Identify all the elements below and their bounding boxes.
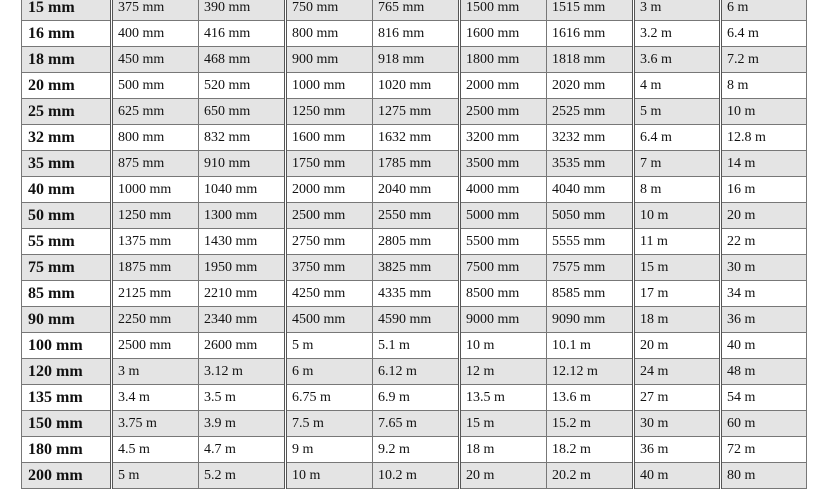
- table-cell: 750 mm: [286, 0, 373, 21]
- table-cell: 3 m: [634, 0, 721, 21]
- table-cell: 3 m: [112, 359, 199, 385]
- table-cell: 6.4 m: [634, 125, 721, 151]
- table-cell: 3200 mm: [460, 125, 547, 151]
- table-cell: 12.8 m: [721, 125, 807, 151]
- table-cell: 2750 mm: [286, 229, 373, 255]
- table-cell: 3750 mm: [286, 255, 373, 281]
- table-cell: 2500 mm: [460, 99, 547, 125]
- table-cell: 40 m: [634, 463, 721, 489]
- table-cell: 1632 mm: [373, 125, 460, 151]
- table-cell: 832 mm: [199, 125, 286, 151]
- table-cell: 10 m: [721, 99, 807, 125]
- table-cell: 2000 mm: [460, 73, 547, 99]
- table-cell: 4250 mm: [286, 281, 373, 307]
- table-cell: 9090 mm: [547, 307, 634, 333]
- table-cell: 24 m: [634, 359, 721, 385]
- table-cell: 5 m: [112, 463, 199, 489]
- table-cell: 13.6 m: [547, 385, 634, 411]
- table-cell: 910 mm: [199, 151, 286, 177]
- table-cell: 7575 mm: [547, 255, 634, 281]
- row-size-label: 180 mm: [22, 437, 112, 463]
- table-cell: 18.2 m: [547, 437, 634, 463]
- table-cell: 2020 mm: [547, 73, 634, 99]
- table-row: [22, 21, 807, 47]
- table-cell: 5500 mm: [460, 229, 547, 255]
- table-cell: 1600 mm: [460, 21, 547, 47]
- table-cell: 4590 mm: [373, 307, 460, 333]
- table-cell: 3.75 m: [112, 411, 199, 437]
- table-cell: 1040 mm: [199, 177, 286, 203]
- row-size-label: 32 mm: [22, 125, 112, 151]
- row-size-label: 50 mm: [22, 203, 112, 229]
- table-cell: 1275 mm: [373, 99, 460, 125]
- row-size-label: 25 mm: [22, 99, 112, 125]
- table-cell: 875 mm: [112, 151, 199, 177]
- table-cell: 9000 mm: [460, 307, 547, 333]
- row-size-label: 85 mm: [22, 281, 112, 307]
- table-cell: 390 mm: [199, 0, 286, 21]
- table-cell: 8 m: [634, 177, 721, 203]
- table-cell: 2525 mm: [547, 99, 634, 125]
- table-cell: 416 mm: [199, 21, 286, 47]
- row-size-label: 150 mm: [22, 411, 112, 437]
- table-cell: 5 m: [286, 333, 373, 359]
- table-cell: 12 m: [460, 359, 547, 385]
- table-cell: 22 m: [721, 229, 807, 255]
- table-cell: 1250 mm: [286, 99, 373, 125]
- table-cell: 10.1 m: [547, 333, 634, 359]
- table-cell: 5050 mm: [547, 203, 634, 229]
- table-cell: 18 m: [460, 437, 547, 463]
- table-cell: 17 m: [634, 281, 721, 307]
- table-cell: 2550 mm: [373, 203, 460, 229]
- row-size-label: 18 mm: [22, 47, 112, 73]
- table-cell: 20 m: [634, 333, 721, 359]
- table-cell: 625 mm: [112, 99, 199, 125]
- row-size-label: 135 mm: [22, 385, 112, 411]
- table-cell: 60 m: [721, 411, 807, 437]
- table-cell: 1800 mm: [460, 47, 547, 73]
- table-cell: 2500 mm: [286, 203, 373, 229]
- table-cell: 5555 mm: [547, 229, 634, 255]
- table-cell: 7 m: [634, 151, 721, 177]
- table-cell: 4335 mm: [373, 281, 460, 307]
- table-cell: 30 m: [721, 255, 807, 281]
- table-row: [22, 255, 807, 281]
- table-cell: 15 m: [634, 255, 721, 281]
- table-cell: 2340 mm: [199, 307, 286, 333]
- table-cell: 10.2 m: [373, 463, 460, 489]
- table-cell: 3.4 m: [112, 385, 199, 411]
- table-cell: 11 m: [634, 229, 721, 255]
- table-cell: 2600 mm: [199, 333, 286, 359]
- table-cell: 20 m: [460, 463, 547, 489]
- table-cell: 1875 mm: [112, 255, 199, 281]
- table-row: [22, 359, 807, 385]
- table-body: [22, 0, 807, 489]
- table-cell: 8500 mm: [460, 281, 547, 307]
- table-row: [22, 125, 807, 151]
- table-cell: 5.1 m: [373, 333, 460, 359]
- table-row: [22, 333, 807, 359]
- table-cell: 7.65 m: [373, 411, 460, 437]
- table-cell: 816 mm: [373, 21, 460, 47]
- table-cell: 20.2 m: [547, 463, 634, 489]
- table-cell: 15 m: [460, 411, 547, 437]
- table-cell: 520 mm: [199, 73, 286, 99]
- table-cell: 2500 mm: [112, 333, 199, 359]
- table-cell: 3.2 m: [634, 21, 721, 47]
- table-cell: 10 m: [460, 333, 547, 359]
- row-size-label: 90 mm: [22, 307, 112, 333]
- table-cell: 2125 mm: [112, 281, 199, 307]
- table-cell: 3.5 m: [199, 385, 286, 411]
- table-cell: 9 m: [286, 437, 373, 463]
- table-cell: 4.7 m: [199, 437, 286, 463]
- table-row: [22, 203, 807, 229]
- table-cell: 1950 mm: [199, 255, 286, 281]
- table-cell: 1600 mm: [286, 125, 373, 151]
- table-row: [22, 73, 807, 99]
- table-cell: 2805 mm: [373, 229, 460, 255]
- table-cell: 5.2 m: [199, 463, 286, 489]
- table-cell: 765 mm: [373, 0, 460, 21]
- table-cell: 6.12 m: [373, 359, 460, 385]
- table-cell: 900 mm: [286, 47, 373, 73]
- table-cell: 72 m: [721, 437, 807, 463]
- table-cell: 918 mm: [373, 47, 460, 73]
- table-cell: 800 mm: [286, 21, 373, 47]
- table-cell: 36 m: [721, 307, 807, 333]
- table-cell: 36 m: [634, 437, 721, 463]
- table-row: [22, 47, 807, 73]
- row-size-label: 40 mm: [22, 177, 112, 203]
- table-cell: 1785 mm: [373, 151, 460, 177]
- table-row: [22, 411, 807, 437]
- table-cell: 6 m: [286, 359, 373, 385]
- table-cell: 2000 mm: [286, 177, 373, 203]
- table-row: [22, 437, 807, 463]
- table-cell: 3825 mm: [373, 255, 460, 281]
- table-cell: 375 mm: [112, 0, 199, 21]
- table-cell: 13.5 m: [460, 385, 547, 411]
- table-cell: 30 m: [634, 411, 721, 437]
- table-cell: 40 m: [721, 333, 807, 359]
- table-cell: 4500 mm: [286, 307, 373, 333]
- row-size-label: 100 mm: [22, 333, 112, 359]
- table-row: [22, 385, 807, 411]
- table-row: [22, 99, 807, 125]
- table-cell: 1616 mm: [547, 21, 634, 47]
- table-cell: 1300 mm: [199, 203, 286, 229]
- table-row: [22, 307, 807, 333]
- table-cell: 7.2 m: [721, 47, 807, 73]
- table-cell: 9.2 m: [373, 437, 460, 463]
- table-cell: 8 m: [721, 73, 807, 99]
- table-cell: 7.5 m: [286, 411, 373, 437]
- table-cell: 10 m: [286, 463, 373, 489]
- table-cell: 4000 mm: [460, 177, 547, 203]
- table-cell: 10 m: [634, 203, 721, 229]
- table-cell: 34 m: [721, 281, 807, 307]
- table-cell: 7500 mm: [460, 255, 547, 281]
- table-row: [22, 281, 807, 307]
- table-cell: 1430 mm: [199, 229, 286, 255]
- table-cell: 3500 mm: [460, 151, 547, 177]
- table-cell: 4 m: [634, 73, 721, 99]
- table-cell: 15.2 m: [547, 411, 634, 437]
- table-cell: 1250 mm: [112, 203, 199, 229]
- table-cell: 54 m: [721, 385, 807, 411]
- table-cell: 1515 mm: [547, 0, 634, 21]
- table-cell: 6.4 m: [721, 21, 807, 47]
- table-cell: 14 m: [721, 151, 807, 177]
- table-cell: 3.12 m: [199, 359, 286, 385]
- table-cell: 1000 mm: [112, 177, 199, 203]
- row-size-label: 20 mm: [22, 73, 112, 99]
- table-cell: 1818 mm: [547, 47, 634, 73]
- table-cell: 6.9 m: [373, 385, 460, 411]
- table-cell: 27 m: [634, 385, 721, 411]
- table-cell: 1000 mm: [286, 73, 373, 99]
- table-cell: 18 m: [634, 307, 721, 333]
- table-cell: 3535 mm: [547, 151, 634, 177]
- row-size-label: 16 mm: [22, 21, 112, 47]
- table-cell: 650 mm: [199, 99, 286, 125]
- table-row: [22, 0, 807, 21]
- table-cell: 1020 mm: [373, 73, 460, 99]
- row-size-label: 120 mm: [22, 359, 112, 385]
- table-cell: 2250 mm: [112, 307, 199, 333]
- table-cell: 16 m: [721, 177, 807, 203]
- table-cell: 500 mm: [112, 73, 199, 99]
- table-cell: 5 m: [634, 99, 721, 125]
- table-cell: 1750 mm: [286, 151, 373, 177]
- row-size-label: 200 mm: [22, 463, 112, 489]
- table-cell: 4040 mm: [547, 177, 634, 203]
- table-cell: 450 mm: [112, 47, 199, 73]
- table-cell: 1375 mm: [112, 229, 199, 255]
- table-cell: 800 mm: [112, 125, 199, 151]
- size-conversion-table: [21, 0, 807, 489]
- table-cell: 2210 mm: [199, 281, 286, 307]
- row-size-label: 75 mm: [22, 255, 112, 281]
- table-cell: 3232 mm: [547, 125, 634, 151]
- table-cell: 5000 mm: [460, 203, 547, 229]
- table-cell: 6.75 m: [286, 385, 373, 411]
- table-cell: 468 mm: [199, 47, 286, 73]
- table-row: [22, 177, 807, 203]
- table-cell: 8585 mm: [547, 281, 634, 307]
- table-cell: 400 mm: [112, 21, 199, 47]
- table-cell: 3.9 m: [199, 411, 286, 437]
- table-cell: 48 m: [721, 359, 807, 385]
- table-cell: 3.6 m: [634, 47, 721, 73]
- table-cell: 2040 mm: [373, 177, 460, 203]
- table-cell: 1500 mm: [460, 0, 547, 21]
- table-cell: 6 m: [721, 0, 807, 21]
- row-size-label: 55 mm: [22, 229, 112, 255]
- row-size-label: 15 mm: [22, 0, 112, 21]
- table-cell: 12.12 m: [547, 359, 634, 385]
- row-size-label: 35 mm: [22, 151, 112, 177]
- table-row: [22, 151, 807, 177]
- table-row: [22, 229, 807, 255]
- table-cell: 80 m: [721, 463, 807, 489]
- table-cell: 4.5 m: [112, 437, 199, 463]
- table-cell: 20 m: [721, 203, 807, 229]
